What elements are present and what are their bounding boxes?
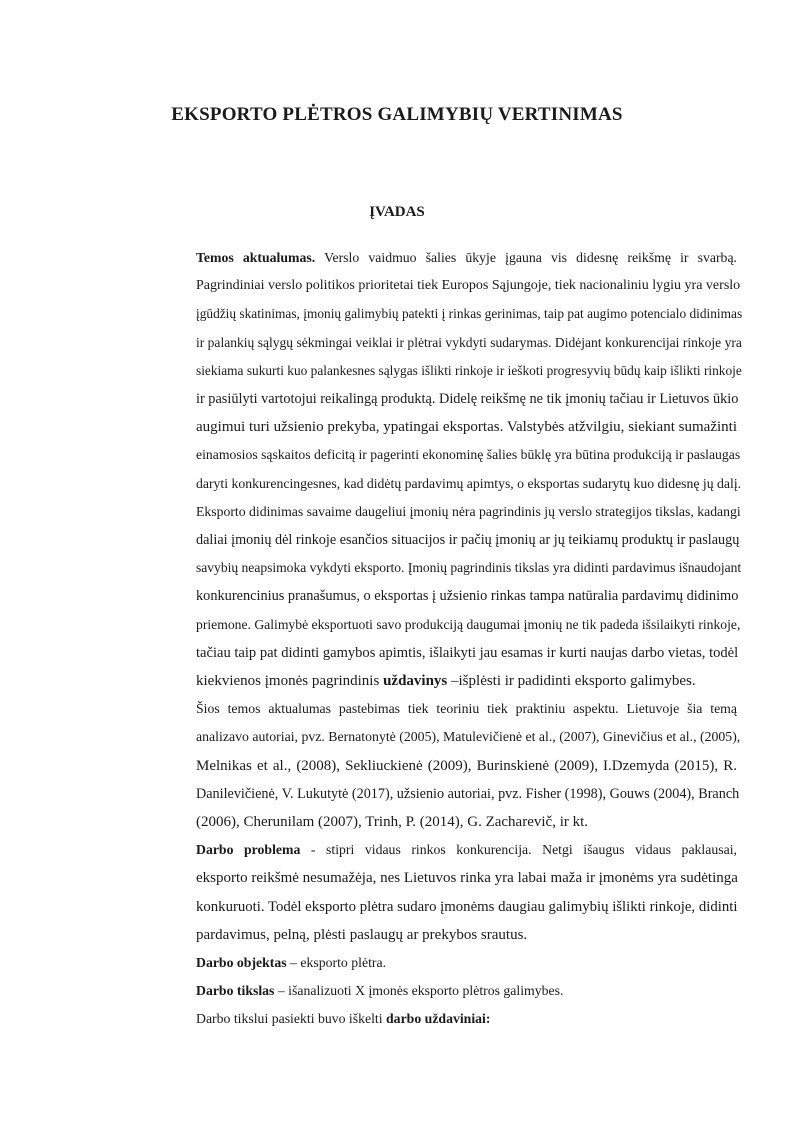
text-line — [148, 977, 737, 1005]
text-line — [148, 949, 737, 977]
text-line: analizavo autoriai, pvz. Bernatonytė (2005), Matulevičienė et al., (2007), Ginevičius et al., (2005), — [196, 729, 741, 745]
paragraph-goal — [148, 977, 737, 1005]
paragraph-literature — [148, 695, 741, 836]
text-line: ir pasiūlyti vartotojui reikalingą produktą. Didelę reikšmę ne tik įmonių tačiau ir Lietuvos ūkio — [196, 391, 739, 408]
text-line-content: – eksporto plėtra. — [286, 955, 387, 971]
keyword-task: uždavinys — [383, 673, 448, 690]
text-line-content: Darbo tikslui pasiekti buvo iškelti — [196, 1011, 387, 1027]
text-line: pardavimus, pelną, plėsti paslaugų ar prekybos srautus. — [196, 926, 528, 943]
lead-object: Darbo objektas — [196, 955, 287, 971]
text-line: įgūdžių skatinimas, įmonių galimybių patekti į rinkas gerinimas, taip pat augimo potencialo didinimas — [196, 306, 743, 322]
text-line: Danilevičienė, V. Lukutytė (2017), užsienio autoriai, pvz. Fisher (1998), Gouws (2004), Branch — [196, 785, 740, 802]
lead-topic-relevance: Temos aktualumas. — [196, 250, 316, 265]
text-line: ir palankių sąlygų sėkmingai veiklai ir plėtrai vykdyti sudarymas. Didėjant konkurencijai rinkoje yra — [196, 334, 742, 350]
text-line: eksporto reikšmė nesumažėja, nes Lietuvos rinka yra labai maža ir įmonėms yra sudėtinga — [196, 870, 738, 887]
document-title: EKSPORTO PLĖTROS GALIMYBIŲ VERTINIMAS — [171, 104, 623, 125]
text-line: priemone. Galimybė eksportuoti savo produkciją daugumai įmonių ne tik padeda išsilaikyti rinkoje, — [196, 616, 741, 632]
text-line-content: – išanalizuoti X įmonės eksporto plėtros galimybes. — [274, 983, 564, 999]
text-line — [148, 244, 737, 272]
text-line: tačiau taip pat didinti gamybos apimtis, išlaikyti jau esamas ir kurti naujas darbo vietas, todėl — [196, 644, 739, 661]
text-line: Eksporto didinimas savaime daugeliui įmonių nėra pagrindinis jų verslo strategijos tikslas, kadangi — [196, 503, 741, 519]
text-line: augimui turi užsienio prekyba, ypatingai eksportas. Valstybės atžvilgiu, siekiant sumažinti — [196, 419, 737, 436]
text-line-content: - stipri vidaus rinkos konkurencija. Netgi išaugus vidaus paklausai, — [300, 842, 737, 858]
paragraph-topic-relevance — [148, 244, 743, 695]
text-line: Melnikas et al., (2008), Sekliuckienė (2009), Burinskienė (2009), I.Dzemyda (2015), R. — [196, 757, 737, 774]
text-line: konkurencinius pranašumus, o eksportas į užsienio rinkas tampa natūralia pardavimų didinimo — [196, 588, 739, 605]
text-line-content: Verslo vaidmuo šalies ūkyje įgauna vis didesnę reikšmę ir svarbą. — [315, 250, 737, 265]
paragraph-problem — [148, 836, 737, 949]
text-segment: kiekvienos įmonės pagrindinis — [196, 673, 384, 690]
text-line: Šios temos aktualumas pastebimas tiek teoriniu tiek praktiniu aspektu. Lietuvoje šia temą — [196, 701, 737, 717]
text-segment: –išplėsti ir padidinti eksporto galimybes. — [447, 673, 696, 690]
text-line: daryti konkurencingesnes, kad didėtų pardavimų apimtys, o eksportas sudarytų kuo didesnę jų dalį. — [196, 475, 742, 491]
text-line: Pagrindiniai verslo politikos prioritetai tiek Europos Sąjungoje, tiek nacionaliniu lygiu yra verslo — [196, 278, 741, 294]
paragraph-tasks-intro — [148, 1005, 737, 1033]
keyword-tasks: darbo uždaviniai: — [386, 1011, 491, 1027]
lead-goal: Darbo tikslas — [196, 983, 275, 999]
text-line: daliai įmonių dėl rinkoje esančios situacijos ir pačių įmonių ar jų teikiamų produktų ir paslaugų — [196, 532, 740, 549]
text-line: savybių neapsimoka vykdyti eksporto. Įmonių pagrindinis tikslas yra didinti pardavimus išnaudojant — [196, 560, 742, 576]
text-line: konkuruoti. Todėl eksporto plėtra sudaro įmonėms daugiau galimybių išlikti rinkoje, didinti — [196, 898, 738, 915]
text-line — [148, 1005, 737, 1033]
text-line: (2006), Cherunilam (2007), Trinh, P. (2014), G. Zacharevič, ir kt. — [196, 814, 589, 831]
text-line — [148, 836, 737, 864]
section-heading-ivadas: ĮVADAS — [369, 204, 425, 220]
text-line: einamosios sąskaitos deficitą ir pagerinti ekonominę šalies būklę yra būtina produkciją ir paslaugas — [196, 447, 741, 463]
text-line — [148, 667, 737, 695]
lead-problem: Darbo problema — [196, 842, 301, 858]
document-body — [148, 244, 743, 1034]
paragraph-object — [148, 949, 737, 977]
text-line: siekiama sukurti kuo palankesnes sąlygas išlikti rinkoje ir ieškoti progresyvių būdų kaip išlikti rinkoje — [196, 362, 742, 378]
